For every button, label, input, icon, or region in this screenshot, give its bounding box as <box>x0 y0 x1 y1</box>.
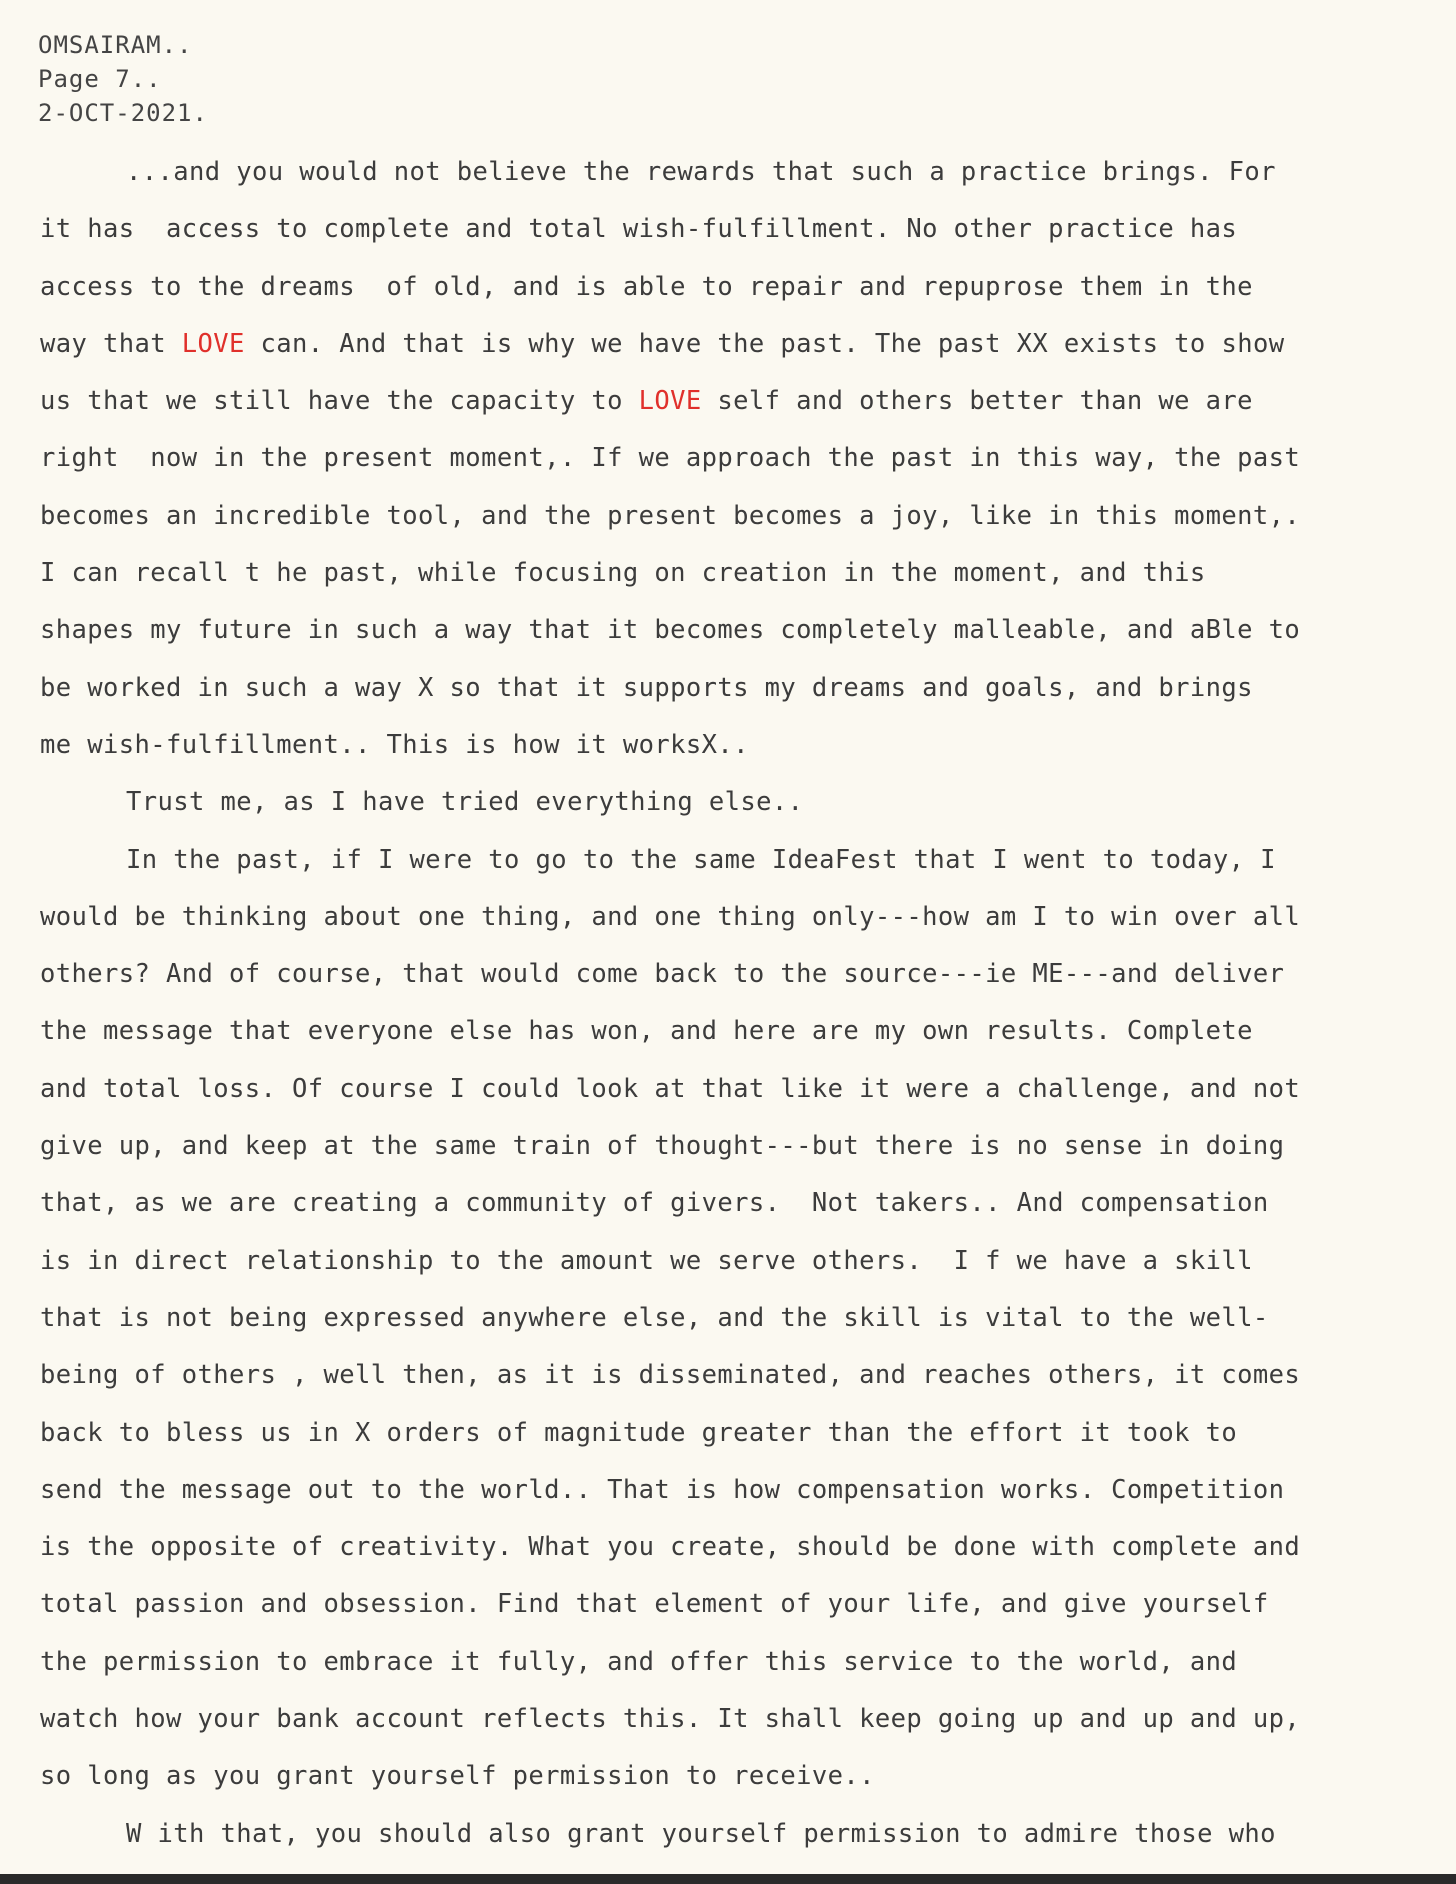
text-line <box>40 1691 1420 1748</box>
text-line <box>40 201 1420 258</box>
text-segment: give up, and keep at the same train of thought---but there is no sense in doing <box>40 1131 1285 1162</box>
text-segment: the message that everyone else has won, and here are my own results. Complete <box>40 1016 1253 1047</box>
text-line <box>40 602 1420 659</box>
text-line <box>40 373 1420 430</box>
header-page-number: Page 7.. <box>38 65 162 93</box>
text-line <box>40 946 1420 1003</box>
body-text <box>40 144 1420 1863</box>
text-segment: so long as you grant yourself permission to receive.. <box>40 1761 875 1792</box>
header-date: 2-OCT-2021. <box>38 99 208 127</box>
text-segment: it has access to complete and total wish-fulfillment. No other practice has <box>40 214 1238 245</box>
text-segment: back to bless us in X orders of magnitude greater than the effort it took to <box>40 1417 1238 1448</box>
red-emphasis-word: LOVE <box>181 328 245 359</box>
text-segment: becomes an incredible tool, and the present becomes a joy, like in this moment,. <box>40 500 1301 531</box>
text-segment: being of others , well then, as it is disseminated, and reaches others, it comes <box>40 1360 1301 1391</box>
text-segment: watch how your bank account reflects this. It shall keep going up and up and up, <box>40 1704 1301 1735</box>
text-segment: is in direct relationship to the amount we serve others. I f we have a skill <box>40 1245 1253 1276</box>
bottom-edge <box>0 1874 1456 1884</box>
text-line <box>40 144 1420 201</box>
text-line <box>40 545 1420 602</box>
text-segment: way that <box>40 328 182 359</box>
text-line <box>40 1748 1420 1805</box>
text-segment: that, as we are creating a community of givers. Not takers.. And compensation <box>40 1188 1269 1219</box>
text-line <box>40 889 1420 946</box>
text-line <box>40 1175 1420 1232</box>
text-line <box>40 1634 1420 1691</box>
text-line <box>40 488 1420 545</box>
text-segment: self and others better than we are <box>701 386 1253 417</box>
text-segment: be worked in such a way X so that it supports my dreams and goals, and brings <box>40 672 1253 703</box>
text-segment: send the message out to the world.. That is how compensation works. Competition <box>40 1474 1285 1505</box>
text-segment: the permission to embrace it fully, and offer this service to the world, and <box>40 1646 1238 1677</box>
text-segment: I can recall t he past, while focusing on creation in the moment, and this <box>40 558 1206 589</box>
text-segment: In the past, if I were to go to the same IdeaFest that I went to today, I <box>126 844 1276 875</box>
text-line <box>40 1462 1420 1519</box>
text-segment: W ith that, you should also grant yourself permission to admire those who <box>126 1818 1276 1849</box>
text-line <box>40 1290 1420 1347</box>
text-segment: ...and you would not believe the rewards that such a practice brings. For <box>126 157 1276 187</box>
text-line <box>40 430 1420 487</box>
text-line <box>40 717 1420 774</box>
text-line <box>40 660 1420 717</box>
text-segment: and total loss. Of course I could look at that like it were a challenge, and not <box>40 1073 1301 1104</box>
text-segment: that is not being expressed anywhere else, and the skill is vital to the well- <box>40 1302 1269 1333</box>
text-line <box>40 316 1420 373</box>
text-line <box>40 1806 1420 1863</box>
text-segment: others? And of course, that would come back to the source---ie ME---and deliver <box>40 959 1285 990</box>
text-segment: us that we still have the capacity to <box>40 386 639 417</box>
text-segment: can. And that is why we have the past. The past XX exists to show <box>244 328 1285 359</box>
text-line <box>40 1519 1420 1576</box>
red-emphasis-word: LOVE <box>638 386 702 417</box>
text-segment: would be thinking about one thing, and one thing only---how am I to win over all <box>40 901 1301 932</box>
text-line <box>40 1061 1420 1118</box>
text-line <box>40 1118 1420 1175</box>
text-segment: me wish-fulfillment.. This is how it worksX.. <box>40 729 749 760</box>
text-line <box>40 259 1420 316</box>
text-line <box>40 1576 1420 1633</box>
text-line <box>40 1347 1420 1404</box>
text-line <box>40 832 1420 889</box>
text-line <box>40 1003 1420 1060</box>
text-segment: is the opposite of creativity. What you create, should be done with complete and <box>40 1532 1301 1563</box>
text-segment: access to the dreams of old, and is able to repair and repuprose them in the <box>40 271 1253 302</box>
text-segment: Trust me, as I have tried everything else.. <box>126 787 804 818</box>
page-header <box>38 28 208 130</box>
text-segment: right now in the present moment,. If we approach the past in this way, the past <box>40 443 1301 474</box>
text-segment: total passion and obsession. Find that element of your life, and give yourself <box>40 1589 1269 1620</box>
text-line <box>40 1405 1420 1462</box>
header-title: OMSAIRAM.. <box>38 31 193 59</box>
text-line <box>40 1233 1420 1290</box>
text-segment: shapes my future in such a way that it becomes completely malleable, and aBle to <box>40 615 1301 646</box>
text-line <box>40 774 1420 831</box>
